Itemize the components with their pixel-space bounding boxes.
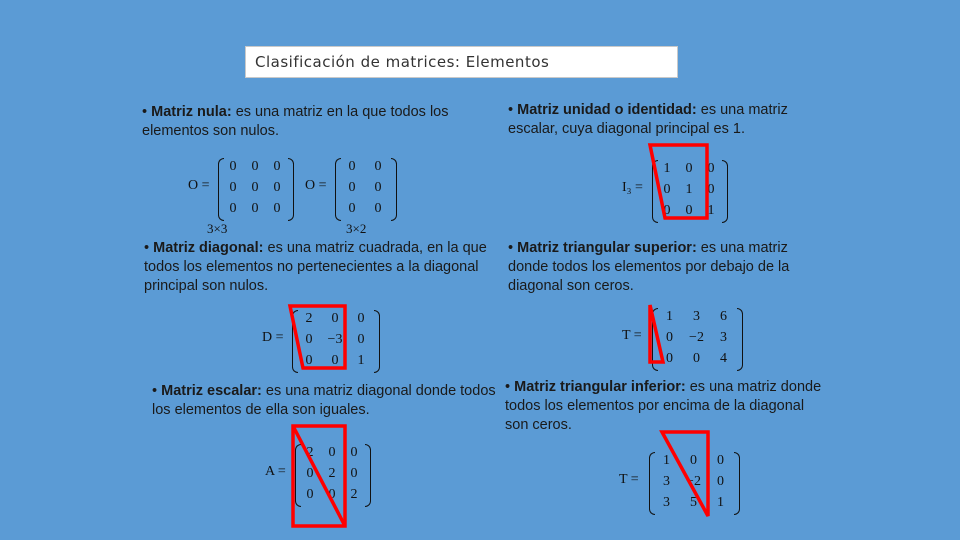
- matrix-entry: 0: [251, 180, 259, 195]
- bullet: •: [152, 383, 158, 399]
- matrix-entry: 0: [348, 180, 356, 195]
- matrix-entry: 2: [305, 311, 313, 326]
- matrix-entry: 0: [717, 474, 724, 489]
- matrix-entry: 0: [663, 182, 671, 197]
- bullet: •: [144, 240, 150, 256]
- bullet: •: [508, 102, 514, 118]
- matrix-entry: 3: [663, 474, 670, 489]
- matrix-entry: 0: [374, 201, 382, 216]
- matrix-entry: 0: [666, 351, 673, 366]
- matrix-entry: 0: [357, 311, 365, 326]
- term-matriz-escalar: Matriz escalar:: [161, 383, 262, 399]
- right-bracket: [365, 444, 371, 507]
- matrix-entry: 6: [720, 309, 727, 324]
- matrix-dimension: 3×2: [346, 221, 367, 236]
- matrix-label: A =: [265, 464, 286, 479]
- matrix-entry: 0: [305, 332, 313, 347]
- matrix-entry: 0: [305, 353, 313, 368]
- matrix-entry: 1: [685, 182, 693, 197]
- matrix-label: O =: [305, 178, 327, 193]
- term-matriz-diagonal: Matriz diagonal:: [153, 240, 264, 256]
- matrix-entry: 0: [306, 487, 314, 502]
- paragraph-matriz-nula: [142, 103, 487, 141]
- matrix-entry: 0: [663, 203, 671, 218]
- paragraph-matriz-escalar: [152, 382, 497, 420]
- paragraph-matriz-diagonal: [144, 239, 489, 296]
- matrix-entry: 0: [693, 351, 700, 366]
- matrix-entry: 0: [306, 466, 314, 481]
- matrix-entry: −3: [327, 332, 343, 347]
- matrix-grid: [296, 308, 374, 371]
- matrix-entry: 0: [251, 159, 259, 174]
- bullet: •: [508, 240, 514, 256]
- matrix-entry: 0: [273, 159, 281, 174]
- matrix-entry: 1: [717, 495, 724, 510]
- right-bracket: [737, 308, 743, 371]
- matrix-entry: 0: [331, 353, 339, 368]
- paragraph-matriz-identidad: [508, 101, 838, 139]
- matrix-entry: 0: [229, 159, 237, 174]
- matrix-label: O =: [188, 178, 210, 193]
- matrix-grid: [656, 306, 737, 369]
- right-bracket: [288, 158, 294, 221]
- matrix-entry: 0: [273, 180, 281, 195]
- term-matriz-identidad: Matriz unidad o identidad:: [517, 102, 697, 118]
- right-bracket: [391, 158, 397, 221]
- bullet: •: [505, 379, 511, 395]
- matrix-entry: 1: [357, 353, 365, 368]
- matrix-entry: 0: [685, 161, 693, 176]
- matrix-entry: −2: [686, 474, 701, 489]
- matrix-entry: 0: [707, 161, 715, 176]
- definition-matriz-nula: es una matriz en la que todos los elementos son nulos.: [142, 104, 449, 139]
- matrix-entry: 3: [693, 309, 700, 324]
- matrix-entry: 0: [348, 201, 356, 216]
- matrix-entry: 0: [273, 201, 281, 216]
- term-matriz-nula: Matriz nula:: [151, 104, 232, 120]
- definition-matriz-escalar: es una matriz diagonal donde todos los elementos de ella son iguales.: [152, 383, 496, 418]
- matrix-entry: 1: [663, 453, 670, 468]
- slide-title: Clasificación de matrices: Elementos: [245, 46, 678, 78]
- matrix-entry: 0: [350, 466, 358, 481]
- matrix-grid: [653, 450, 734, 513]
- matrix-entry: 3: [663, 495, 670, 510]
- matrix-entry: 2: [306, 445, 314, 460]
- matrix-entry: 1: [663, 161, 671, 176]
- matrix-grid: [222, 156, 288, 219]
- matrix-entry: 0: [328, 487, 336, 502]
- matrix-entry: 0: [357, 332, 365, 347]
- matrix-entry: 0: [717, 453, 724, 468]
- matrix-entry: 1: [666, 309, 673, 324]
- matrix-entry: 0: [374, 159, 382, 174]
- right-bracket: [374, 310, 380, 373]
- definition-matriz-identidad: es una matriz escalar, cuya diagonal principal es 1.: [508, 102, 788, 137]
- matrix-entry: 4: [720, 351, 727, 366]
- matrix-entry: 0: [707, 182, 715, 197]
- bullet: •: [142, 104, 148, 120]
- matrix-entry: 0: [331, 311, 339, 326]
- matrix-grid: [299, 442, 365, 505]
- matrix-entry: 0: [229, 180, 237, 195]
- matrix-entry: 0: [251, 201, 259, 216]
- matrix-entry: 3: [720, 330, 727, 345]
- matrix-grid: [339, 156, 391, 219]
- paragraph-triangular-superior: [508, 239, 828, 296]
- matrix-entry: 2: [328, 466, 336, 481]
- definition-triangular-inferior: es una matriz donde todos los elementos por encima de la diagonal son ceros.: [505, 379, 822, 433]
- matrix-entry: −2: [689, 330, 704, 345]
- matrix-entry: 0: [374, 180, 382, 195]
- matrix-entry: 0: [328, 445, 336, 460]
- matrix-label: T =: [619, 472, 639, 487]
- matrix-label: D =: [262, 330, 284, 345]
- right-bracket: [722, 160, 728, 223]
- matrix-label: T =: [622, 328, 642, 343]
- term-triangular-superior: Matriz triangular superior:: [517, 240, 697, 256]
- matrix-grid: [656, 158, 722, 221]
- paragraph-triangular-inferior: [505, 378, 825, 435]
- matrix-dimension: 3×3: [207, 221, 228, 236]
- matrix-entry: 0: [685, 203, 693, 218]
- matrix-entry: 2: [350, 487, 358, 502]
- matrix-entry: 0: [690, 453, 697, 468]
- matrix-entry: 1: [707, 203, 715, 218]
- matrix-entry: 5: [690, 495, 697, 510]
- matrix-entry: 0: [348, 159, 356, 174]
- definition-triangular-superior: es una matriz donde todos los elementos por debajo de la diagonal son ceros.: [508, 240, 790, 294]
- matrix-entry: 0: [666, 330, 673, 345]
- definition-matriz-diagonal: es una matriz cuadrada, en la que todos los elementos no pertenecientes a la diagonal principal son nulos.: [144, 240, 487, 294]
- matrix-label: I₃ =: [622, 180, 643, 195]
- matrix-entry: 0: [350, 445, 358, 460]
- matrix-entry: 0: [229, 201, 237, 216]
- term-triangular-inferior: Matriz triangular inferior:: [514, 379, 686, 395]
- right-bracket: [734, 452, 740, 515]
